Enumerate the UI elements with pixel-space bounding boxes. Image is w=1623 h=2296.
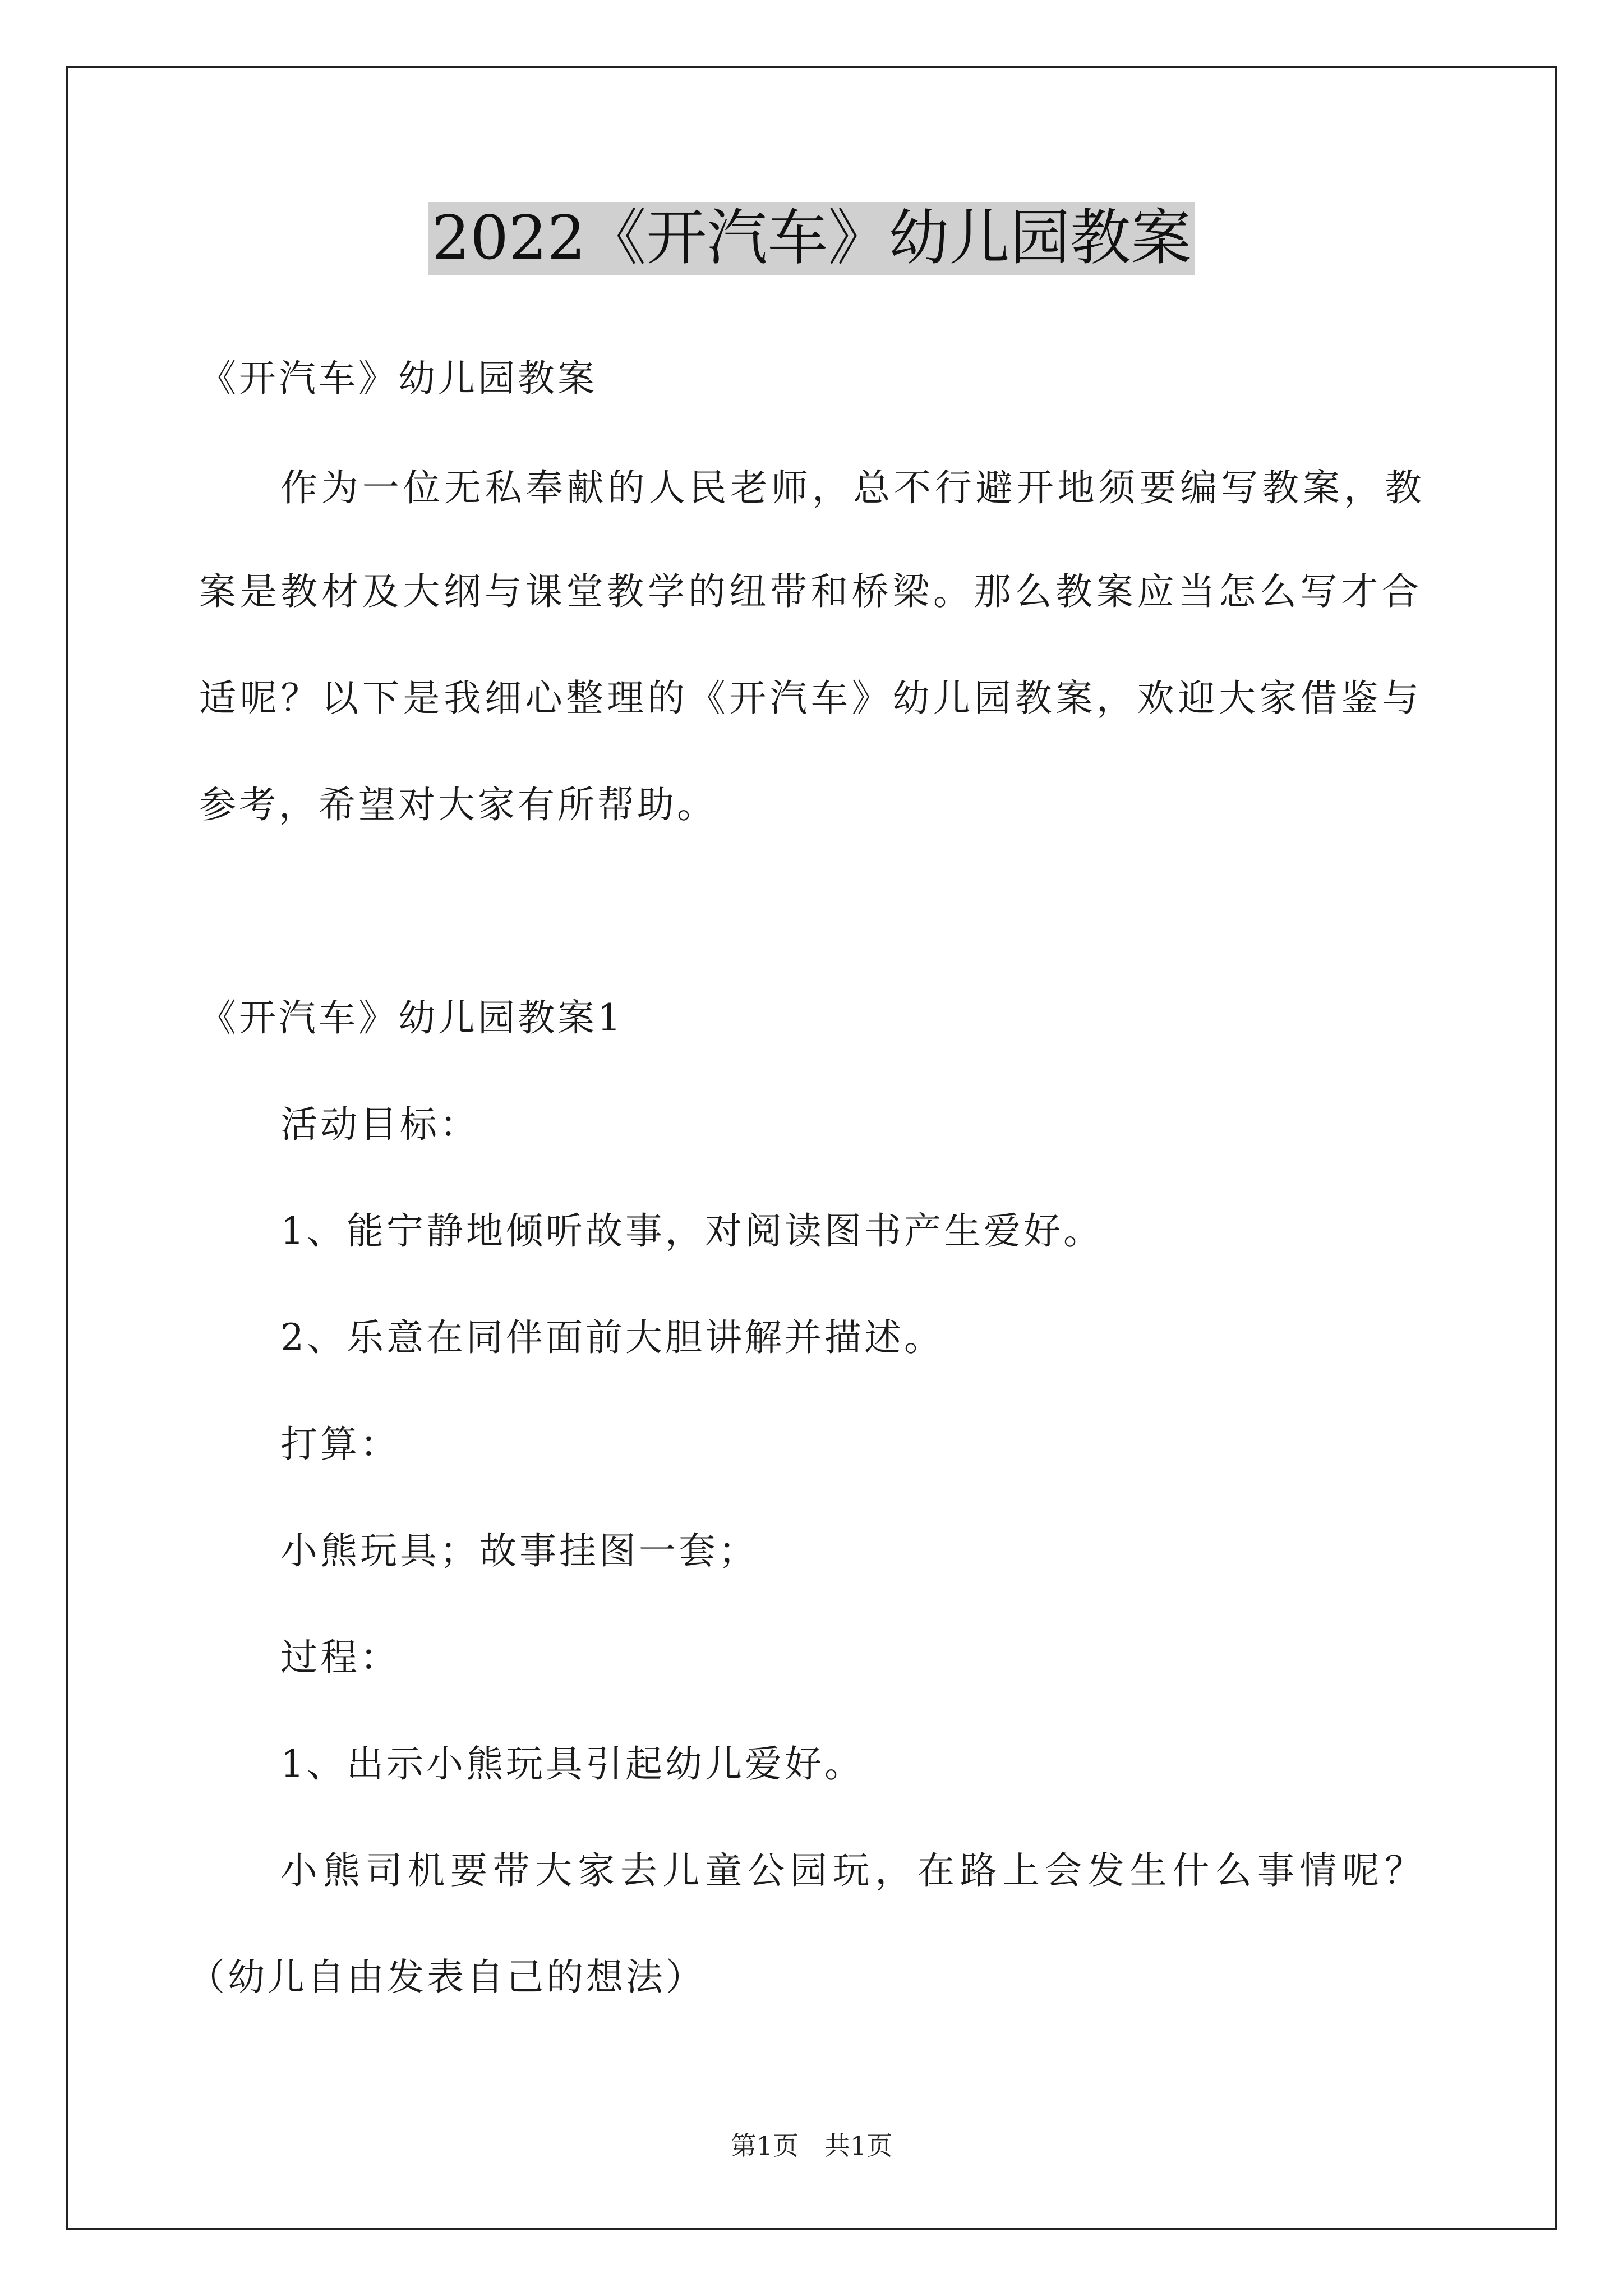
section-heading: 《开汽车》幼儿园教案1 [199,996,624,1039]
document-title: 2022《开汽车》幼儿园教案 [428,202,1195,275]
title-container [0,202,1623,275]
item-preparation-heading: 打算： [280,1423,400,1466]
item-objective-2: 2、乐意在同伴面前大胆讲解并描述。 [280,1316,944,1359]
intro-line-3: 适呢？以下是我细心整理的《开汽车》幼儿园教案，欢迎大家借鉴与 [199,677,1422,720]
subtitle: 《开汽车》幼儿园教案 [199,357,597,400]
item-preparation-materials: 小熊玩具；故事挂图一套； [280,1529,758,1572]
page-footer: 第1页 共1页 [730,2131,893,2161]
intro-line-1: 作为一位无私奉献的人民老师，总不行避开地须要编写教案，教 [280,466,1424,509]
item-process-heading: 过程： [280,1636,400,1679]
closing-line-1: 小熊司机要带大家去儿童公园玩，在路上会发生什么事情呢？ [280,1849,1424,1892]
item-process-step-1: 1、出示小熊玩具引起幼儿爱好。 [280,1742,864,1786]
intro-line-2: 案是教材及大纲与课堂教学的纽带和桥梁。那么教案应当怎么写才合 [199,570,1422,613]
intro-line-4: 参考，希望对大家有所帮助。 [199,783,717,826]
closing-line-2: （幼儿自由发表自己的想法） [188,1955,706,1999]
item-objective-1: 1、能宁静地倾听故事，对阅读图书产生爱好。 [280,1209,1103,1253]
item-objectives-heading: 活动目标： [280,1103,479,1146]
